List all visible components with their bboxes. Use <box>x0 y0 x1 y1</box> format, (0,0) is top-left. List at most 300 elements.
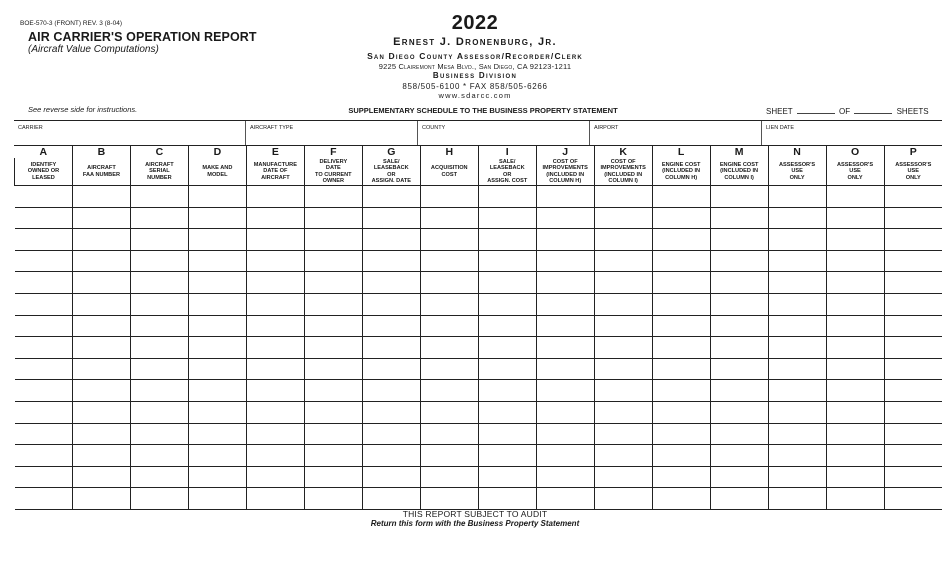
table-cell[interactable] <box>884 337 942 359</box>
table-cell[interactable] <box>884 272 942 294</box>
table-cell[interactable] <box>594 315 652 337</box>
table-cell[interactable] <box>768 272 826 294</box>
assessor-name: Ernest J. Dronenburg, Jr. <box>393 36 557 48</box>
table-cell[interactable] <box>652 229 710 251</box>
table-cell[interactable] <box>536 466 594 488</box>
table-cell[interactable] <box>826 488 884 510</box>
table-cell[interactable] <box>710 315 768 337</box>
table-cell[interactable] <box>130 358 188 380</box>
table-cell[interactable] <box>478 358 536 380</box>
table-row <box>15 337 943 359</box>
table-cell[interactable] <box>826 337 884 359</box>
table-cell[interactable] <box>768 186 826 208</box>
table-cell[interactable] <box>652 207 710 229</box>
table-cell[interactable] <box>652 423 710 445</box>
table-cell[interactable] <box>246 207 304 229</box>
table-cell[interactable] <box>420 250 478 272</box>
table-cell[interactable] <box>594 272 652 294</box>
table-cell[interactable] <box>72 488 130 510</box>
sheet-label: SHEET <box>766 107 793 116</box>
column-header-line: ACQUISITION <box>430 165 468 172</box>
table-cell[interactable] <box>478 315 536 337</box>
table-cell[interactable] <box>304 380 362 402</box>
column-header-line: ONLY <box>789 174 805 181</box>
table-cell[interactable] <box>652 380 710 402</box>
table-cell[interactable] <box>420 207 478 229</box>
table-cell[interactable] <box>884 401 942 423</box>
table-cell[interactable] <box>710 466 768 488</box>
column-letter-row <box>15 146 943 159</box>
table-cell[interactable] <box>420 229 478 251</box>
table-cell[interactable] <box>188 466 246 488</box>
column-header-line: MODEL <box>207 171 228 178</box>
table-cell[interactable] <box>246 445 304 467</box>
column-header-k <box>594 158 652 186</box>
table-cell[interactable] <box>884 358 942 380</box>
table-cell[interactable] <box>826 445 884 467</box>
column-header-line: (INCLUDED IN <box>720 168 759 175</box>
table-cell[interactable] <box>652 272 710 294</box>
office-address: 9225 Clairemont Mesa Blvd., San Diego, CA 92123-1211 <box>378 62 572 71</box>
table-cell[interactable] <box>188 315 246 337</box>
table-cell[interactable] <box>72 358 130 380</box>
table-cell[interactable] <box>15 207 73 229</box>
table-cell[interactable] <box>652 337 710 359</box>
table-cell[interactable] <box>130 466 188 488</box>
carrier-field[interactable] <box>14 121 246 145</box>
table-cell[interactable] <box>536 358 594 380</box>
table-cell[interactable] <box>768 293 826 315</box>
table-cell[interactable] <box>884 293 942 315</box>
table-cell[interactable] <box>768 488 826 510</box>
table-cell[interactable] <box>246 488 304 510</box>
column-letter-p: P <box>884 146 942 159</box>
table-cell[interactable] <box>188 186 246 208</box>
aircraft-type-field[interactable] <box>246 121 418 145</box>
table-cell[interactable] <box>246 315 304 337</box>
table-cell[interactable] <box>768 358 826 380</box>
schedule-title: SUPPLEMENTARY SCHEDULE TO THE BUSINESS PROPERTY STATEMENT <box>348 106 618 115</box>
table-cell[interactable] <box>362 380 420 402</box>
table-cell[interactable] <box>15 293 73 315</box>
lien-date-field[interactable] <box>762 121 942 145</box>
office-name: San Diego County Assessor/Recorder/Clerk <box>367 51 583 61</box>
table-cell[interactable] <box>420 401 478 423</box>
table-cell[interactable] <box>536 250 594 272</box>
table-row <box>15 423 943 445</box>
table-cell[interactable] <box>15 229 73 251</box>
table-cell[interactable] <box>188 445 246 467</box>
table-cell[interactable] <box>362 272 420 294</box>
table-cell[interactable] <box>652 466 710 488</box>
table-cell[interactable] <box>304 488 362 510</box>
table-cell[interactable] <box>594 229 652 251</box>
table-cell[interactable] <box>420 445 478 467</box>
column-header-line: IMPROVEMENTS <box>600 165 646 172</box>
column-header-line: IDENTIFY <box>30 162 57 169</box>
table-cell[interactable] <box>420 186 478 208</box>
table-cell[interactable] <box>72 250 130 272</box>
table-cell[interactable] <box>536 423 594 445</box>
table-cell[interactable] <box>478 488 536 510</box>
table-cell[interactable] <box>304 423 362 445</box>
table-cell[interactable] <box>594 186 652 208</box>
table-cell[interactable] <box>826 401 884 423</box>
table-cell[interactable] <box>884 250 942 272</box>
table-cell[interactable] <box>362 207 420 229</box>
table-cell[interactable] <box>130 272 188 294</box>
table-cell[interactable] <box>652 488 710 510</box>
column-letter-b: B <box>72 146 130 159</box>
sheet-number-field[interactable] <box>797 105 835 114</box>
table-cell[interactable] <box>826 229 884 251</box>
table-cell[interactable] <box>710 488 768 510</box>
table-cell[interactable] <box>826 423 884 445</box>
table-cell[interactable] <box>768 207 826 229</box>
table-cell[interactable] <box>130 207 188 229</box>
table-row <box>15 445 943 467</box>
table-cell[interactable] <box>536 186 594 208</box>
table-cell[interactable] <box>652 186 710 208</box>
table-cell[interactable] <box>72 337 130 359</box>
table-cell[interactable] <box>826 207 884 229</box>
table-cell[interactable] <box>478 445 536 467</box>
table-cell[interactable] <box>304 337 362 359</box>
table-cell[interactable] <box>710 445 768 467</box>
table-cell[interactable] <box>478 186 536 208</box>
table-cell[interactable] <box>710 358 768 380</box>
table-cell[interactable] <box>710 401 768 423</box>
table-cell[interactable] <box>362 186 420 208</box>
column-header-line: DATE <box>325 165 341 172</box>
table-cell[interactable] <box>304 358 362 380</box>
table-cell[interactable] <box>536 488 594 510</box>
table-cell[interactable] <box>72 401 130 423</box>
table-cell[interactable] <box>420 423 478 445</box>
table-cell[interactable] <box>188 250 246 272</box>
table-cell[interactable] <box>884 315 942 337</box>
table-cell[interactable] <box>304 445 362 467</box>
table-row <box>15 207 943 229</box>
table-cell[interactable] <box>768 466 826 488</box>
table-cell[interactable] <box>72 445 130 467</box>
table-cell[interactable] <box>594 466 652 488</box>
table-cell[interactable] <box>826 186 884 208</box>
column-header-a <box>15 158 73 186</box>
table-cell[interactable] <box>362 423 420 445</box>
table-cell[interactable] <box>420 380 478 402</box>
table-cell[interactable] <box>594 207 652 229</box>
column-header-n <box>768 158 826 186</box>
table-cell[interactable] <box>72 272 130 294</box>
table-cell[interactable] <box>188 272 246 294</box>
table-cell[interactable] <box>884 445 942 467</box>
column-header-line: COLUMN H) <box>549 177 582 184</box>
table-cell[interactable] <box>420 337 478 359</box>
table-cell[interactable] <box>188 229 246 251</box>
table-cell[interactable] <box>826 293 884 315</box>
table-cell[interactable] <box>15 250 73 272</box>
table-cell[interactable] <box>594 423 652 445</box>
column-header-line: AIRCRAFT <box>87 165 116 172</box>
table-cell[interactable] <box>246 466 304 488</box>
table-cell[interactable] <box>188 293 246 315</box>
table-cell[interactable] <box>130 423 188 445</box>
column-header-line: TO CURRENT <box>315 171 352 178</box>
column-header-line: (INCLUDED IN <box>604 171 643 178</box>
table-cell[interactable] <box>130 186 188 208</box>
table-cell[interactable] <box>652 445 710 467</box>
table-cell[interactable] <box>652 250 710 272</box>
table-cell[interactable] <box>652 358 710 380</box>
table-cell[interactable] <box>188 207 246 229</box>
table-cell[interactable] <box>72 315 130 337</box>
table-cell[interactable] <box>594 380 652 402</box>
table-cell[interactable] <box>246 229 304 251</box>
column-header-line: COLUMN H) <box>665 174 698 181</box>
table-cell[interactable] <box>478 272 536 294</box>
table-cell[interactable] <box>130 488 188 510</box>
table-cell[interactable] <box>362 401 420 423</box>
table-cell[interactable] <box>768 315 826 337</box>
table-cell[interactable] <box>130 293 188 315</box>
table-cell[interactable] <box>478 293 536 315</box>
table-cell[interactable] <box>594 488 652 510</box>
table-cell[interactable] <box>768 401 826 423</box>
column-label-row <box>15 158 943 186</box>
table-cell[interactable] <box>246 293 304 315</box>
form-title: AIR CARRIER'S OPERATION REPORT <box>28 30 257 44</box>
column-header-line: USE <box>791 168 803 175</box>
table-cell[interactable] <box>130 229 188 251</box>
column-header-line: COST OF <box>552 158 578 165</box>
table-cell[interactable] <box>72 229 130 251</box>
table-cell[interactable] <box>768 445 826 467</box>
table-cell[interactable] <box>304 466 362 488</box>
table-cell[interactable] <box>15 380 73 402</box>
column-header-line: SERIAL <box>149 168 170 175</box>
table-cell[interactable] <box>826 250 884 272</box>
table-cell[interactable] <box>246 272 304 294</box>
table-cell[interactable] <box>246 358 304 380</box>
table-cell[interactable] <box>304 250 362 272</box>
column-header-g <box>362 158 420 186</box>
table-cell[interactable] <box>768 337 826 359</box>
column-header-line: ASSIGN. DATE <box>371 177 411 184</box>
table-cell[interactable] <box>478 207 536 229</box>
column-header-c <box>130 158 188 186</box>
table-cell[interactable] <box>710 337 768 359</box>
table-cell[interactable] <box>594 250 652 272</box>
table-cell[interactable] <box>304 186 362 208</box>
table-cell[interactable] <box>130 445 188 467</box>
table-cell[interactable] <box>420 466 478 488</box>
table-cell[interactable] <box>478 229 536 251</box>
table-cell[interactable] <box>188 401 246 423</box>
table-cell[interactable] <box>884 488 942 510</box>
table-cell[interactable] <box>72 186 130 208</box>
table-cell[interactable] <box>536 315 594 337</box>
table-cell[interactable] <box>188 423 246 445</box>
table-cell[interactable] <box>362 250 420 272</box>
table-cell[interactable] <box>884 207 942 229</box>
table-cell[interactable] <box>246 423 304 445</box>
table-cell[interactable] <box>15 186 73 208</box>
column-header-line: COST OF <box>610 158 636 165</box>
table-cell[interactable] <box>536 229 594 251</box>
table-cell[interactable] <box>188 380 246 402</box>
table-cell[interactable] <box>246 401 304 423</box>
table-cell[interactable] <box>710 207 768 229</box>
table-cell[interactable] <box>594 293 652 315</box>
table-cell[interactable] <box>594 445 652 467</box>
table-cell[interactable] <box>420 315 478 337</box>
table-cell[interactable] <box>246 186 304 208</box>
table-cell[interactable] <box>362 293 420 315</box>
table-cell[interactable] <box>15 423 73 445</box>
table-cell[interactable] <box>420 358 478 380</box>
table-cell[interactable] <box>826 380 884 402</box>
table-cell[interactable] <box>652 293 710 315</box>
table-cell[interactable] <box>768 250 826 272</box>
table-cell[interactable] <box>826 272 884 294</box>
table-cell[interactable] <box>246 250 304 272</box>
table-cell[interactable] <box>188 488 246 510</box>
table-cell[interactable] <box>884 423 942 445</box>
table-cell[interactable] <box>72 207 130 229</box>
table-cell[interactable] <box>652 401 710 423</box>
table-cell[interactable] <box>362 315 420 337</box>
table-cell[interactable] <box>15 445 73 467</box>
table-cell[interactable] <box>594 337 652 359</box>
table-cell[interactable] <box>72 466 130 488</box>
table-cell[interactable] <box>15 488 73 510</box>
table-cell[interactable] <box>304 293 362 315</box>
column-header-line: AIRCRAFT <box>145 162 174 169</box>
table-cell[interactable] <box>246 337 304 359</box>
column-header-line: USE <box>907 168 920 175</box>
table-cell[interactable] <box>130 250 188 272</box>
table-cell[interactable] <box>710 250 768 272</box>
table-cell[interactable] <box>478 337 536 359</box>
sheet-total-field[interactable] <box>854 105 892 114</box>
table-cell[interactable] <box>304 401 362 423</box>
table-cell[interactable] <box>826 358 884 380</box>
table-cell[interactable] <box>362 337 420 359</box>
table-cell[interactable] <box>420 488 478 510</box>
table-cell[interactable] <box>304 272 362 294</box>
table-cell[interactable] <box>130 315 188 337</box>
table-cell[interactable] <box>15 337 73 359</box>
table-cell[interactable] <box>884 186 942 208</box>
table-cell[interactable] <box>304 315 362 337</box>
table-cell[interactable] <box>304 229 362 251</box>
table-cell[interactable] <box>188 337 246 359</box>
county-field[interactable] <box>418 121 590 145</box>
table-cell[interactable] <box>246 380 304 402</box>
column-header-line: (INCLUDED IN <box>662 168 701 175</box>
table-cell[interactable] <box>478 401 536 423</box>
table-cell[interactable] <box>420 272 478 294</box>
table-cell[interactable] <box>884 229 942 251</box>
table-cell[interactable] <box>710 423 768 445</box>
table-cell[interactable] <box>362 358 420 380</box>
website-link[interactable]: www.sdarcc.com <box>438 91 512 100</box>
table-cell[interactable] <box>536 380 594 402</box>
table-cell[interactable] <box>362 445 420 467</box>
table-cell[interactable] <box>72 293 130 315</box>
column-header-line: COLUMN I) <box>608 177 638 184</box>
table-cell[interactable] <box>130 401 188 423</box>
table-cell[interactable] <box>536 445 594 467</box>
table-cell[interactable] <box>420 293 478 315</box>
table-cell[interactable] <box>15 466 73 488</box>
table-cell[interactable] <box>768 423 826 445</box>
sheets-label: SHEETS <box>896 107 929 116</box>
table-cell[interactable] <box>884 380 942 402</box>
column-header-i <box>478 158 536 186</box>
table-cell[interactable] <box>15 358 73 380</box>
table-cell[interactable] <box>536 272 594 294</box>
table-cell[interactable] <box>536 293 594 315</box>
table-cell[interactable] <box>710 293 768 315</box>
table-cell[interactable] <box>362 488 420 510</box>
table-cell[interactable] <box>72 380 130 402</box>
table-cell[interactable] <box>72 423 130 445</box>
table-cell[interactable] <box>478 423 536 445</box>
county-label: COUNTY <box>422 125 446 131</box>
table-cell[interactable] <box>652 315 710 337</box>
table-row <box>15 229 943 251</box>
table-cell[interactable] <box>130 380 188 402</box>
table-cell[interactable] <box>710 380 768 402</box>
table-cell[interactable] <box>768 380 826 402</box>
table-cell[interactable] <box>478 380 536 402</box>
table-cell[interactable] <box>594 358 652 380</box>
table-cell[interactable] <box>362 466 420 488</box>
column-header-line: ASSESSOR'S <box>836 162 874 169</box>
table-cell[interactable] <box>536 207 594 229</box>
carrier-label: CARRIER <box>18 125 43 131</box>
audit-notice: THIS REPORT SUBJECT TO AUDIT <box>402 509 548 519</box>
table-cell[interactable] <box>710 186 768 208</box>
column-header-p <box>884 158 942 186</box>
table-cell[interactable] <box>15 272 73 294</box>
table-cell[interactable] <box>15 315 73 337</box>
table-cell[interactable] <box>768 229 826 251</box>
column-letter-n: N <box>768 146 826 159</box>
column-header-line: ENGINE COST <box>719 162 759 169</box>
table-cell[interactable] <box>710 229 768 251</box>
table-cell[interactable] <box>536 401 594 423</box>
table-cell[interactable] <box>826 315 884 337</box>
table-cell[interactable] <box>478 250 536 272</box>
table-cell[interactable] <box>130 337 188 359</box>
table-cell[interactable] <box>188 358 246 380</box>
column-letter-d: D <box>188 146 246 159</box>
airport-field[interactable] <box>590 121 762 145</box>
table-cell[interactable] <box>478 466 536 488</box>
column-header-line: MAKE AND <box>202 165 233 172</box>
table-cell[interactable] <box>594 401 652 423</box>
table-cell[interactable] <box>884 466 942 488</box>
table-cell[interactable] <box>536 337 594 359</box>
table-cell[interactable] <box>304 207 362 229</box>
table-cell[interactable] <box>15 401 73 423</box>
table-cell[interactable] <box>710 272 768 294</box>
table-cell[interactable] <box>362 229 420 251</box>
table-cell[interactable] <box>826 466 884 488</box>
